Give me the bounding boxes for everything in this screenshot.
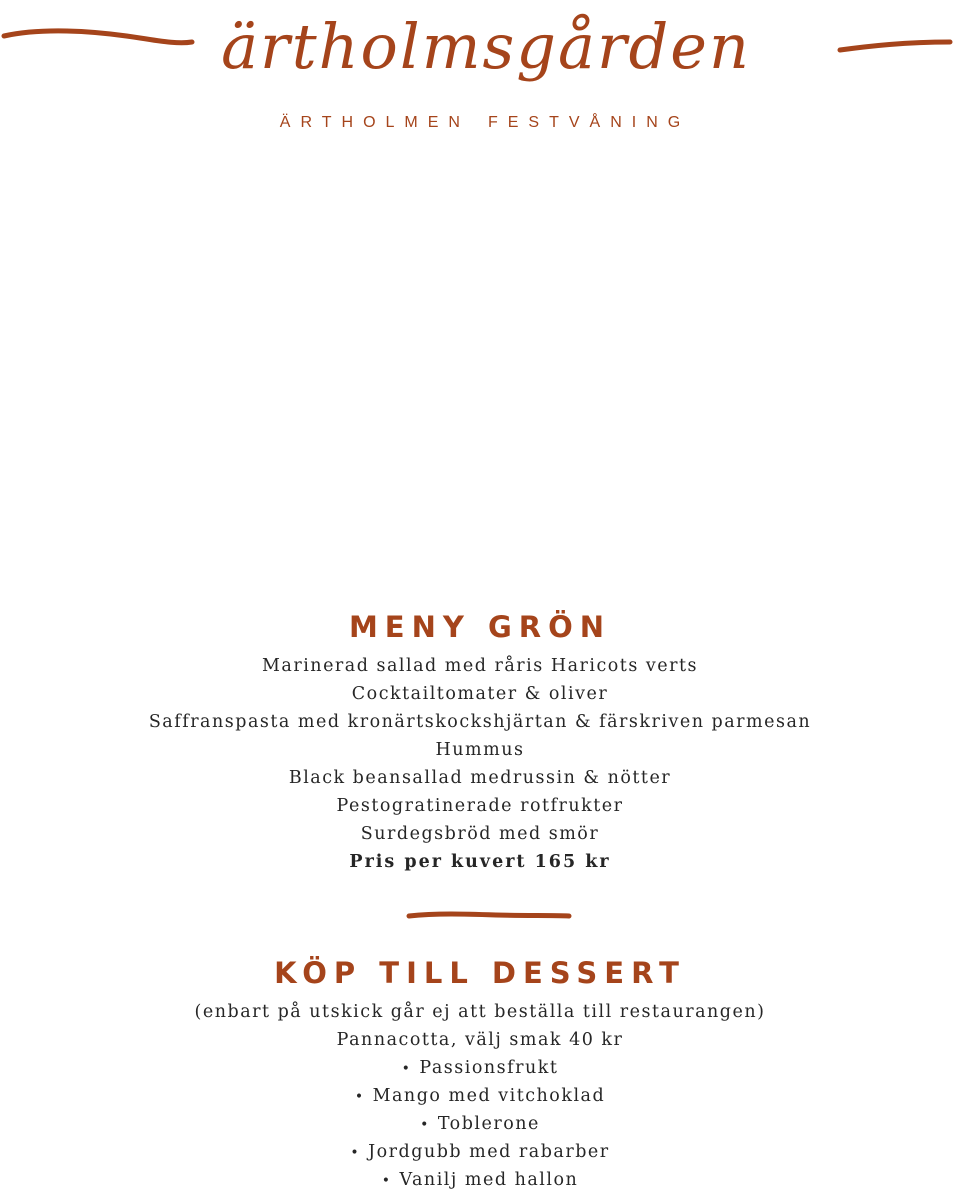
menu-item: Cocktailtomater & oliver (351, 684, 609, 704)
menu-item: Marinerad sallad med råris Haricots verts (261, 656, 699, 676)
menu-item: Black beansallad medrussin & nötter (288, 768, 672, 788)
menu-list (0, 652, 960, 876)
brand-logo (0, 0, 960, 110)
dessert-list (0, 998, 960, 1194)
menu-item: Pestogratinerade rotfrukter (336, 796, 624, 816)
menu-item: Surdegsbröd med smör (360, 824, 600, 844)
menu-item: Saffranspasta med kronärtskockshjärtan & färskriven parmesan (148, 712, 812, 732)
brush-divider (406, 906, 572, 924)
dessert-flavor: • Jordgubb med rabarber (0, 1138, 960, 1166)
dessert-flavor: • Mango med vitchoklad (0, 1082, 960, 1110)
menu-price: Pris per kuvert 165 kr (349, 852, 611, 872)
menu-item: Hummus (435, 740, 525, 760)
menu-title: MENY GRÖN (348, 610, 612, 644)
dessert-flavor: • Passionsfrukt (0, 1054, 960, 1082)
logo-text: ärtholmsgården (221, 10, 751, 83)
dessert-flavor: • Toblerone (0, 1110, 960, 1138)
subtitle-part-1: ÄRTHOLMEN (279, 114, 470, 131)
dessert-flavor: • Vanilj med hallon (0, 1166, 960, 1194)
dessert-title: KÖP TILL DESSERT (274, 956, 686, 990)
dessert-note: (enbart på utskick går ej att beställa till restaurangen) (194, 1002, 766, 1022)
venue-subtitle (0, 114, 960, 132)
subtitle-part-2: FESTVÅNING (487, 114, 691, 131)
dessert-offer: Pannacotta, välj smak 40 kr (336, 1030, 624, 1050)
logo-swash (0, 0, 960, 110)
